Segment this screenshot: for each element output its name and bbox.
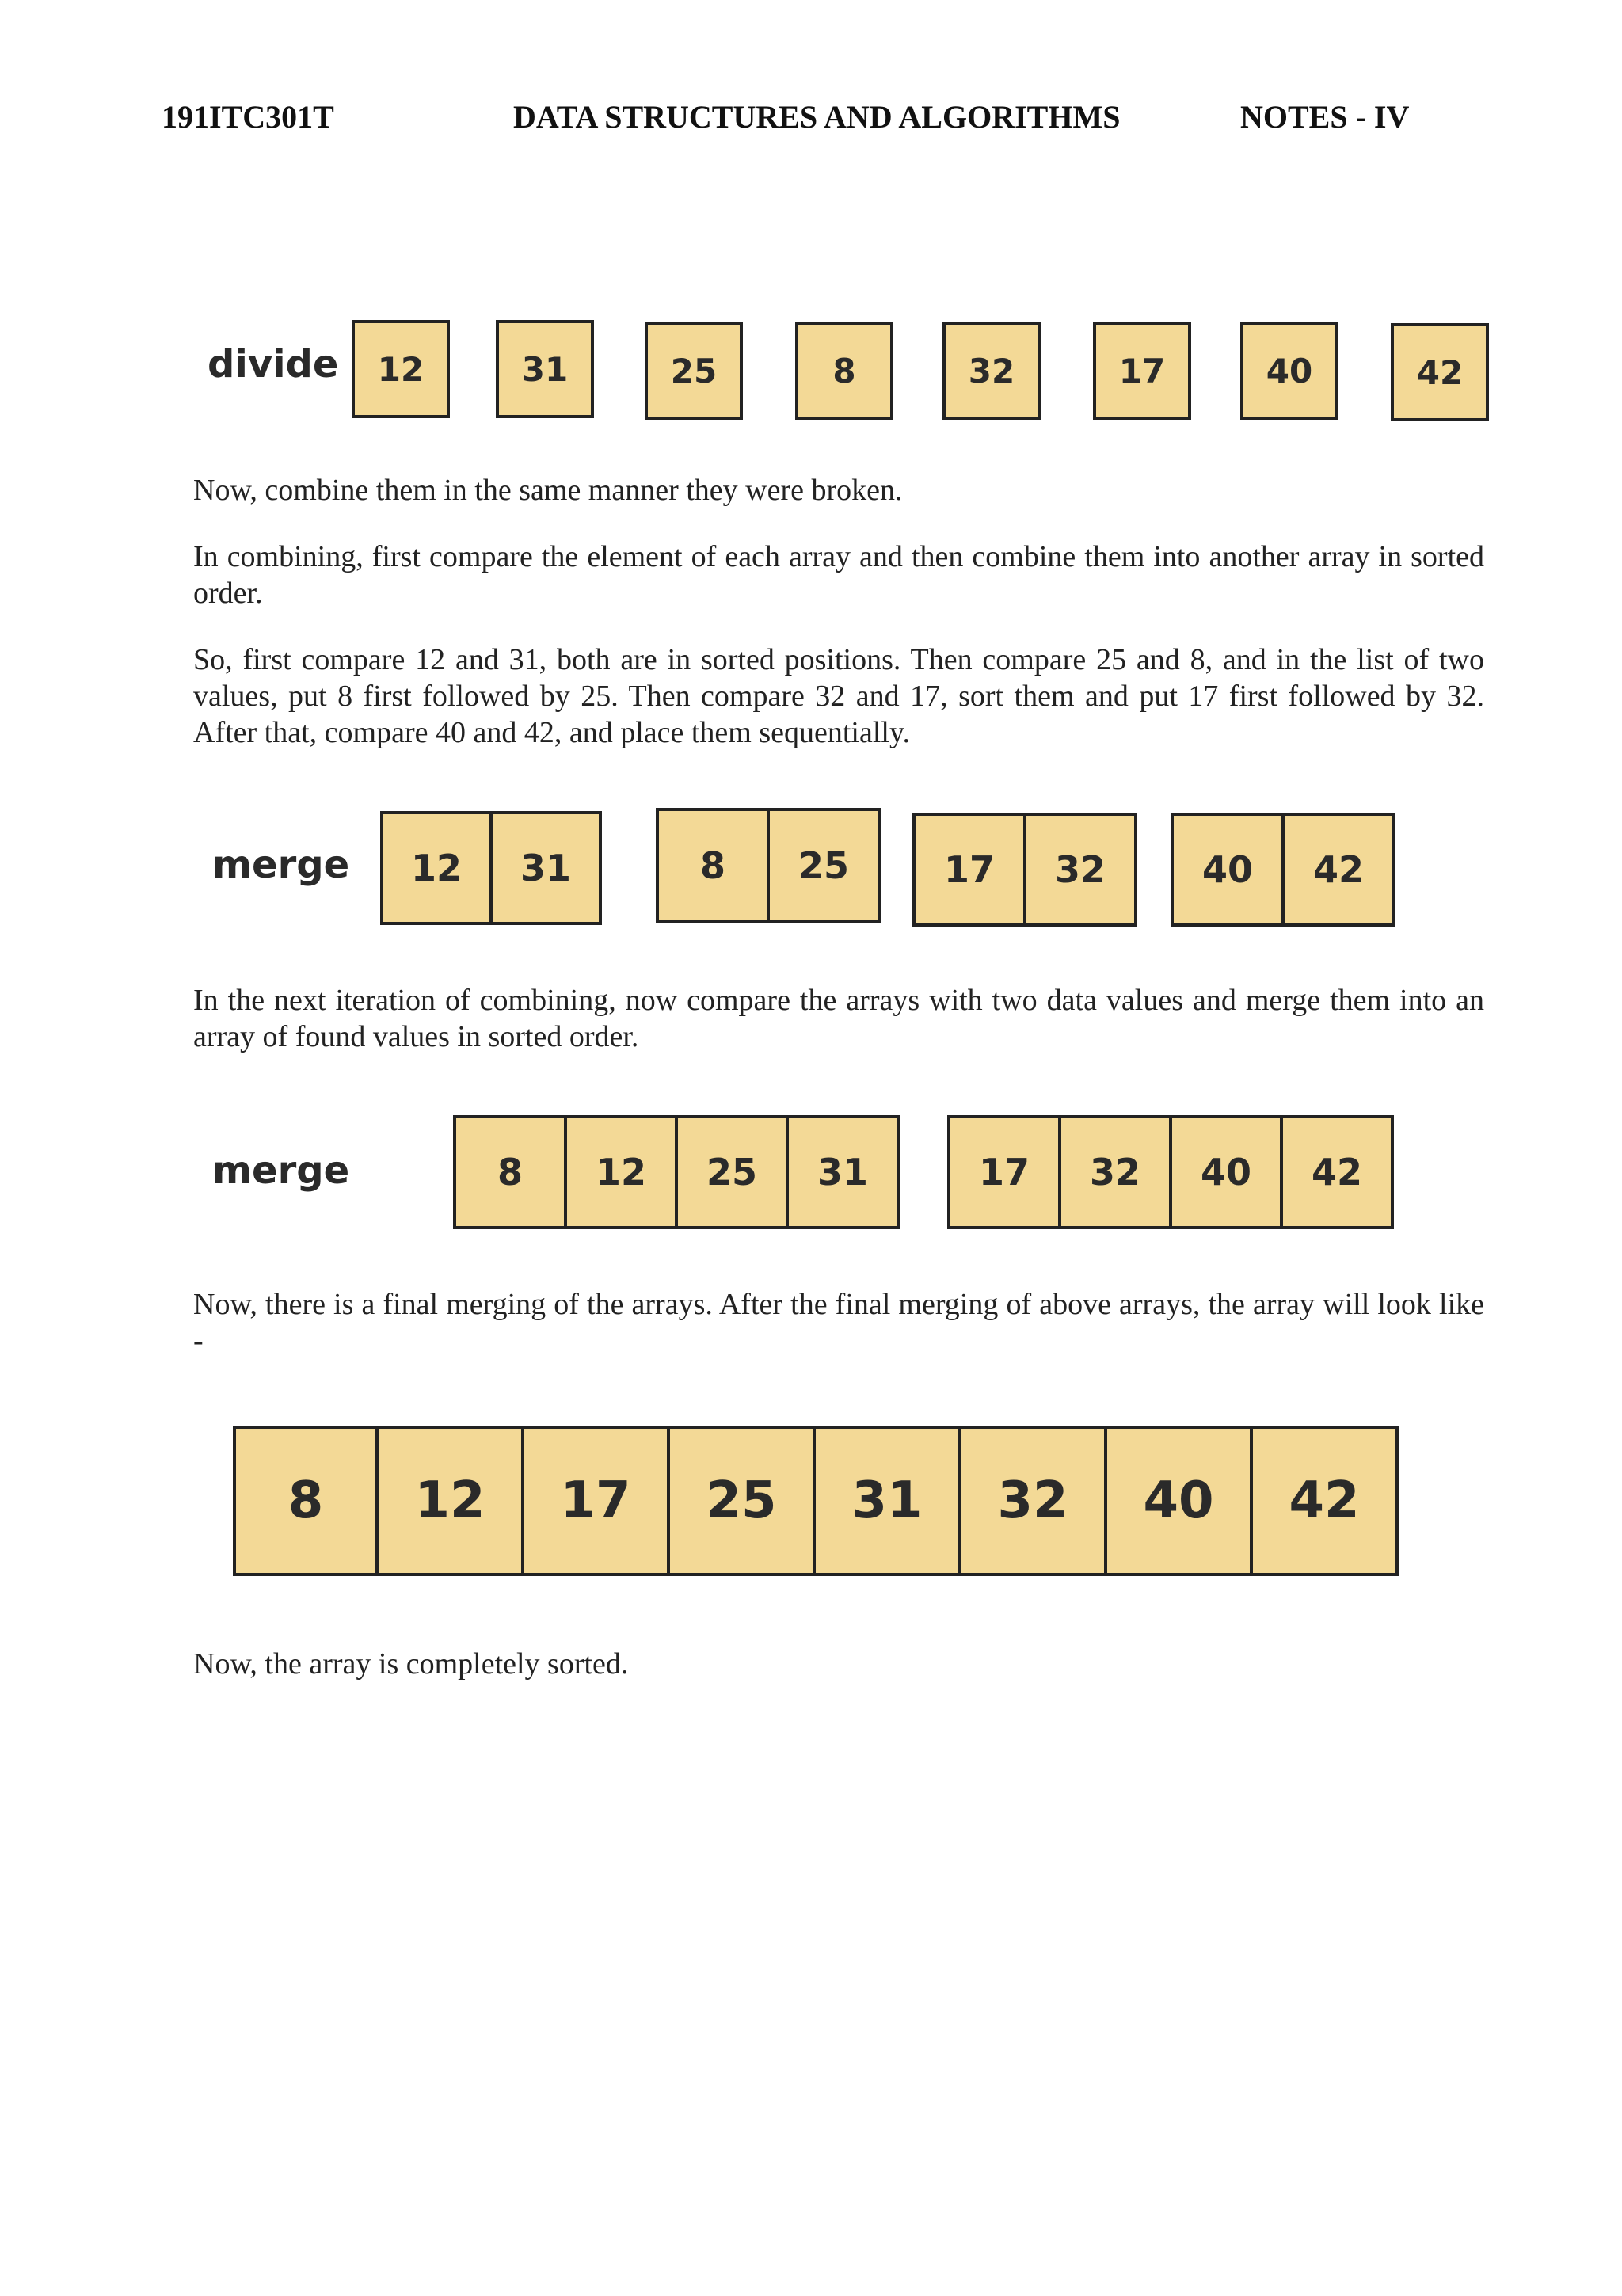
merge-label: merge	[212, 843, 350, 887]
merge-cell: 42	[1281, 813, 1395, 927]
divide-box: 17	[1093, 322, 1191, 420]
merge-cell: 12	[380, 811, 493, 925]
final-cell: 17	[521, 1426, 670, 1576]
merge-pair	[1171, 813, 1395, 927]
merge-pair	[656, 808, 881, 923]
merge-cell: 25	[767, 808, 881, 923]
merge-cell: 32	[1058, 1115, 1172, 1229]
final-cell: 31	[813, 1426, 961, 1576]
merge-cell: 40	[1171, 813, 1285, 927]
divide-label: divide	[208, 342, 339, 386]
merge-cell: 25	[675, 1115, 789, 1229]
final-cell: 40	[1104, 1426, 1253, 1576]
paragraph-combine-intro: Now, combine them in the same manner they were broken.	[193, 474, 903, 507]
merge-cell: 12	[564, 1115, 678, 1229]
divide-box: 31	[496, 320, 594, 418]
course-code: 191ITC301T	[162, 99, 334, 135]
merge-cell: 40	[1169, 1115, 1283, 1229]
divide-box: 32	[942, 322, 1041, 420]
paragraph-combining-rule: In combining, first compare the element of each array and then combine them into another array in sorted order.	[193, 540, 1484, 610]
divide-box: 8	[795, 322, 893, 420]
divide-box: 40	[1240, 322, 1338, 420]
merge-label: merge	[212, 1148, 350, 1193]
final-cell: 12	[375, 1426, 524, 1576]
document-title: DATA STRUCTURES AND ALGORITHMS	[513, 99, 1121, 135]
divide-box: 25	[645, 322, 743, 420]
merge-cell: 32	[1023, 813, 1137, 927]
merge-cell: 8	[453, 1115, 567, 1229]
merge-pair	[380, 811, 602, 925]
merge-cell: 31	[786, 1115, 900, 1229]
divide-box: 42	[1391, 323, 1489, 421]
paragraph-first-compare: So, first compare 12 and 31, both are in sorted positions. Then compare 25 and 8, and in the list of two values, put 8 first followed by 25. Then compare 32 and 17, sort them and put 17 first followed by 32. After that, compare 40 and 42, and place them sequentially.	[193, 643, 1484, 749]
merge-cell: 31	[489, 811, 602, 925]
merge-cell: 8	[656, 808, 770, 923]
final-sorted-array	[233, 1426, 1399, 1576]
merge-quad	[453, 1115, 900, 1229]
paragraph-next-iteration: In the next iteration of combining, now compare the arrays with two data values and merge them into an array of found values in sorted order.	[193, 984, 1484, 1053]
divide-box: 12	[352, 320, 450, 418]
final-cell: 32	[958, 1426, 1107, 1576]
merge-pair	[912, 813, 1137, 927]
notes-label: NOTES - IV	[1240, 99, 1410, 135]
merge-cell: 17	[947, 1115, 1061, 1229]
merge-quad	[947, 1115, 1394, 1229]
final-cell: 25	[667, 1426, 816, 1576]
paragraph-final-merging: Now, there is a final merging of the arrays. After the final merging of above arrays, the array will look like -	[193, 1288, 1484, 1357]
merge-cell: 42	[1280, 1115, 1394, 1229]
final-cell: 42	[1250, 1426, 1399, 1576]
final-cell: 8	[233, 1426, 379, 1576]
merge-cell: 17	[912, 813, 1026, 927]
paragraph-completely-sorted: Now, the array is completely sorted.	[193, 1647, 629, 1681]
